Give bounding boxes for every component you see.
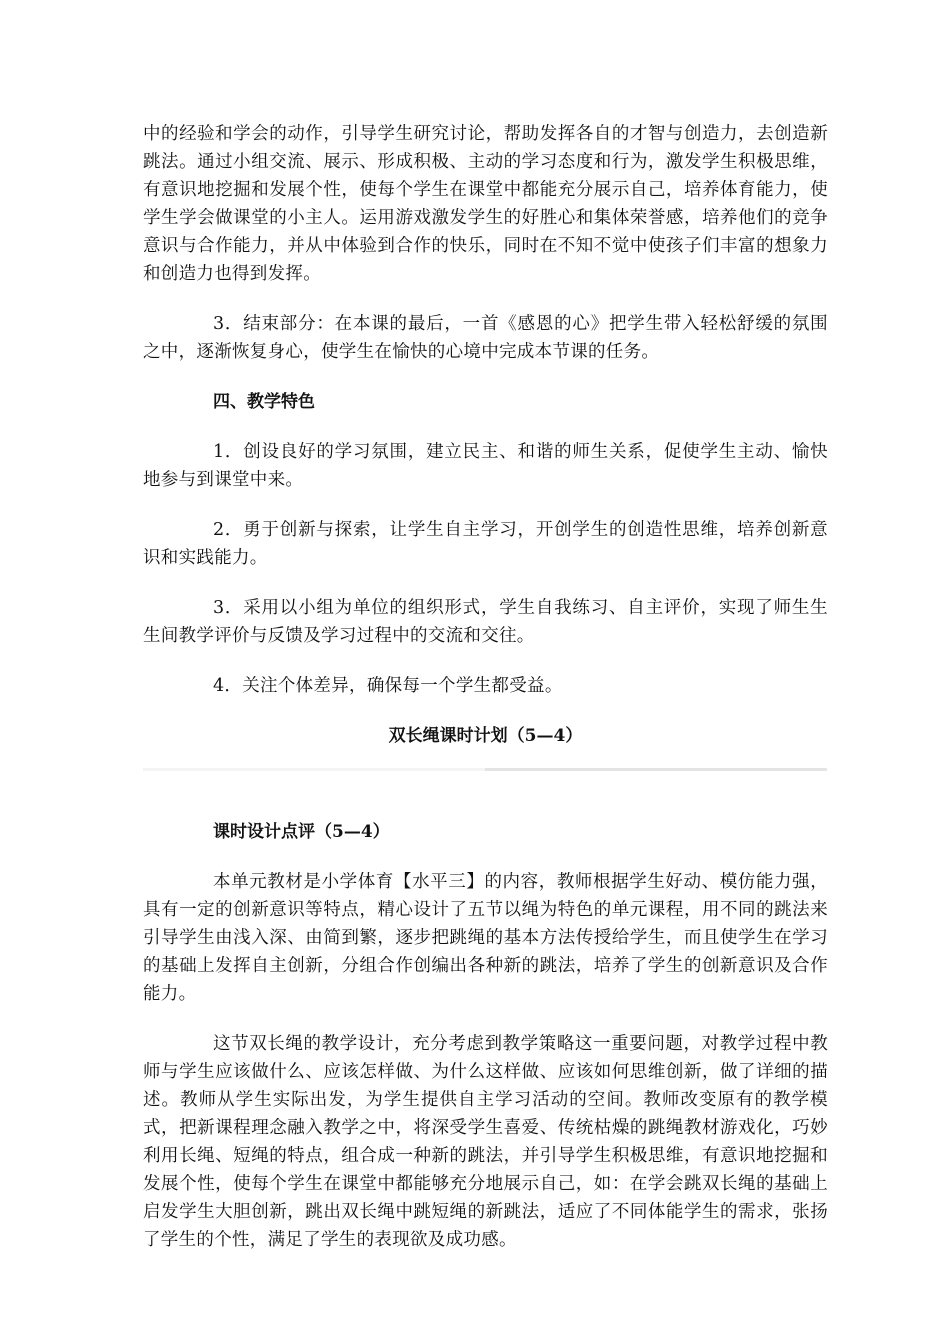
feature-item-2: 2．勇于创新与探索，让学生自主学习，开创学生的创造性思维，培养创新意识和实践能力。 — [143, 520, 828, 568]
document-page — [143, 120, 828, 1254]
paragraph-closing-part: 3．结束部分：在本课的最后，一首《感恩的心》把学生带入轻松舒缓的氛围之中，逐渐恢复身心，使学生在愉快的心境中完成本节课的任务。 — [143, 314, 828, 362]
feature-item-1: 1．创设良好的学习氛围，建立民主、和谐的师生关系，促使学生主动、愉快地参与到课堂中来。 — [143, 442, 828, 490]
horizontal-divider — [143, 768, 828, 772]
section-heading-design-review: 课时设计点评（5—4） — [213, 822, 390, 842]
paragraph-design-commentary: 这节双长绳的教学设计，充分考虑到教学策略这一重要问题，对教学过程中教师与学生应该做什么、应该怎样做、为什么这样做、应该如何思维创新，做了详细的描述。教师从学生实际出发，为学生提供自主学习活动的空间。教师改变原有的教学模式，把新课程理念融入教学之中，将深受学生喜爱、传统枯燥的跳绳教材游戏化，巧妙利用长绳、短绳的特点，组合成一种新的跳法，并引导学生积极思维，有意识地挖掘和发展个性，使每个学生在课堂中都能够充分地展示自己，如：在学会跳双长绳的基础上启发学生大胆创新，跳出双长绳中跳短绳的新跳法，适应了不同体能学生的需求，张扬了学生的个性，满足了学生的表现欲及成功感。 — [143, 1034, 828, 1250]
feature-item-4: 4．关注个体差异，确保每一个学生都受益。 — [213, 676, 563, 696]
lesson-plan-title: 双长绳课时计划（5—4） — [388, 726, 583, 746]
paragraph-unit-overview: 本单元教材是小学体育【水平三】的内容，教师根据学生好动、模仿能力强，具有一定的创新意识等特点，精心设计了五节以绳为特色的单元课程，用不同的跳法来引导学生由浅入深、由简到繁，逐步把跳绳的基本方法传授给学生，而且使学生在学习的基础上发挥自主创新，分组合作创编出各种新的跳法，培养了学生的创新意识及合作能力。 — [143, 872, 828, 1004]
section-heading-teaching-features: 四、教学特色 — [213, 392, 315, 412]
paragraph-continued: 中的经验和学会的动作，引导学生研究讨论，帮助发挥各自的才智与创造力，去创造新跳法。通过小组交流、展示、形成积极、主动的学习态度和行为，激发学生积极思维，有意识地挖掘和发展个性，使每个学生在课堂中都能充分展示自己，培养体育能力，使学生学会做课堂的小主人。运用游戏激发学生的好胜心和集体荣誉感，培养他们的竞争意识与合作能力，并从中体验到合作的快乐，同时在不知不觉中使孩子们丰富的想象力和创造力也得到发挥。 — [143, 124, 828, 284]
feature-item-3: 3．采用以小组为单位的组织形式，学生自我练习、自主评价，实现了师生生生间教学评价与反馈及学习过程中的交流和交往。 — [143, 598, 828, 646]
